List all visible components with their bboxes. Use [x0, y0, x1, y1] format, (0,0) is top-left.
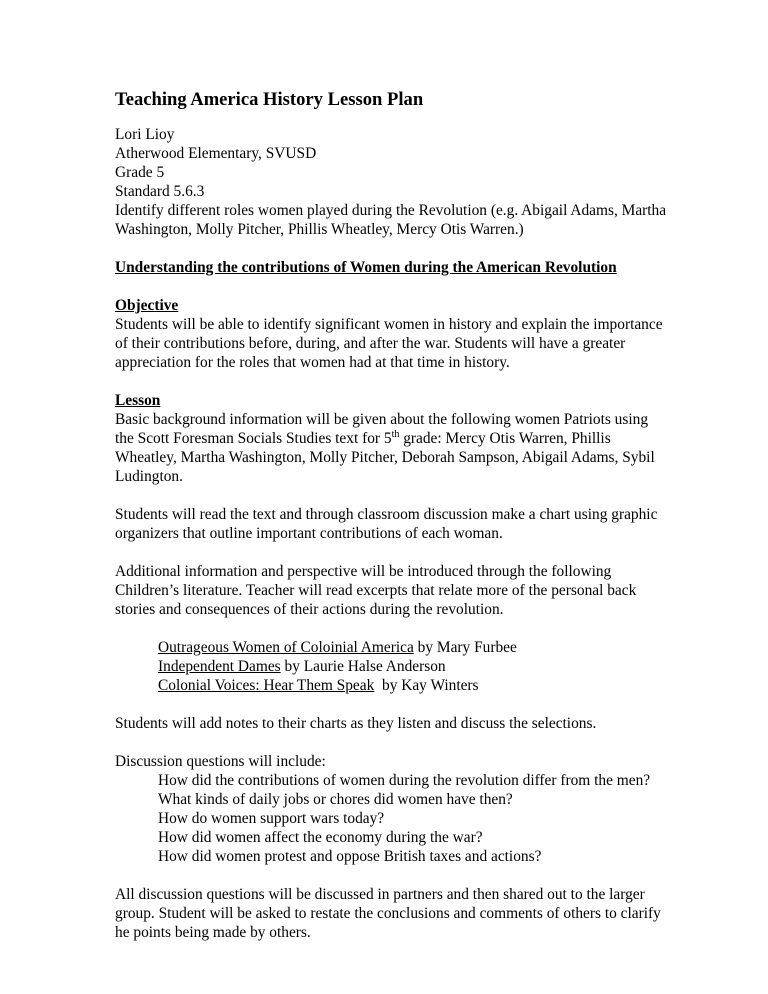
question-item: How did women affect the economy during the war? [158, 829, 483, 846]
book-author: by Laurie Halse Anderson [280, 658, 446, 675]
author-name: Lori Lioy [115, 126, 175, 143]
lesson-paragraph-notes [115, 714, 725, 733]
standard-description-line-2: Washington, Molly Pitcher, Phillis Wheatley, Mercy Otis Warren.) [115, 221, 524, 238]
book-list [115, 638, 725, 695]
lesson-paragraph-literature [115, 562, 725, 619]
lesson-intro [115, 391, 725, 486]
book-author: by Kay Winters [374, 677, 479, 694]
question-item: How did women protest and oppose British taxes and actions? [158, 848, 542, 865]
lesson-paragraph-chart [115, 505, 725, 543]
document-subtitle: Understanding the contributions of Women during the American Revolution [115, 259, 617, 276]
questions-intro: Discussion questions will include: [115, 753, 326, 770]
question-item: How do women support wars today? [158, 810, 385, 827]
lesson-line-text: grade: Mercy Otis Warren, Phillis [399, 430, 611, 447]
question-item: What kinds of daily jobs or chores did women have then? [158, 791, 513, 808]
superscript-th: th [391, 428, 400, 440]
lesson-line: organizers that outline important contributions of each woman. [115, 525, 503, 542]
document-page [115, 89, 725, 961]
lesson-line: Students will read the text and through classroom discussion make a chart using graphic [115, 506, 658, 523]
header-block [115, 125, 725, 239]
closing-line: he points being made by others. [115, 924, 311, 941]
lesson-line: Wheatley, Martha Washington, Molly Pitcher, Deborah Sampson, Abigail Adams, Sybil [115, 449, 655, 466]
objective-line: appreciation for the roles that women had at that time in history. [115, 354, 510, 371]
objective-line: Students will be able to identify significant women in history and explain the importance [115, 316, 663, 333]
lesson-line [115, 429, 725, 448]
document-title: Teaching America History Lesson Plan [115, 89, 424, 110]
grade-level: Grade 5 [115, 164, 165, 181]
book-item [158, 638, 725, 657]
lesson-line: Students will add notes to their charts as they listen and discuss the selections. [115, 715, 597, 732]
book-title: Independent Dames [158, 658, 281, 675]
book-author: by Mary Furbee [413, 639, 517, 656]
lesson-line: Children’s literature. Teacher will read excerpts that relate more of the personal back [115, 582, 637, 599]
lesson-heading: Lesson [115, 392, 161, 409]
objective-section [115, 296, 725, 372]
subtitle-block [115, 258, 725, 277]
lesson-line: Ludington. [115, 468, 183, 485]
discussion-questions [115, 752, 725, 866]
book-item [158, 657, 725, 676]
lesson-line: Additional information and perspective will be introduced through the following [115, 563, 612, 580]
closing-line: All discussion questions will be discussed in partners and then shared out to the larger [115, 886, 645, 903]
book-item [158, 676, 725, 695]
standard-description-line-1: Identify different roles women played during the Revolution (e.g. Abigail Adams, Martha [115, 202, 667, 219]
school-name: Atherwood Elementary, SVUSD [115, 145, 317, 162]
lesson-line: Basic background information will be given about the following women Patriots using [115, 411, 649, 428]
objective-heading: Objective [115, 297, 179, 314]
book-title: Outrageous Women of Coloinial America [158, 639, 414, 656]
question-item: How did the contributions of women during the revolution differ from the men? [158, 772, 651, 789]
book-title: Colonial Voices: Hear Them Speak [158, 677, 375, 694]
objective-line: of their contributions before, during, and after the war. Students will have a greater [115, 335, 626, 352]
closing-paragraph [115, 885, 725, 942]
lesson-line: stories and consequences of their actions during the revolution. [115, 601, 504, 618]
lesson-line-text: the Scott Foresman Socials Studies text for 5 [115, 430, 392, 447]
closing-line: group. Student will be asked to restate the conclusions and comments of others to clarify [115, 905, 661, 922]
standard-number: Standard 5.6.3 [115, 183, 205, 200]
